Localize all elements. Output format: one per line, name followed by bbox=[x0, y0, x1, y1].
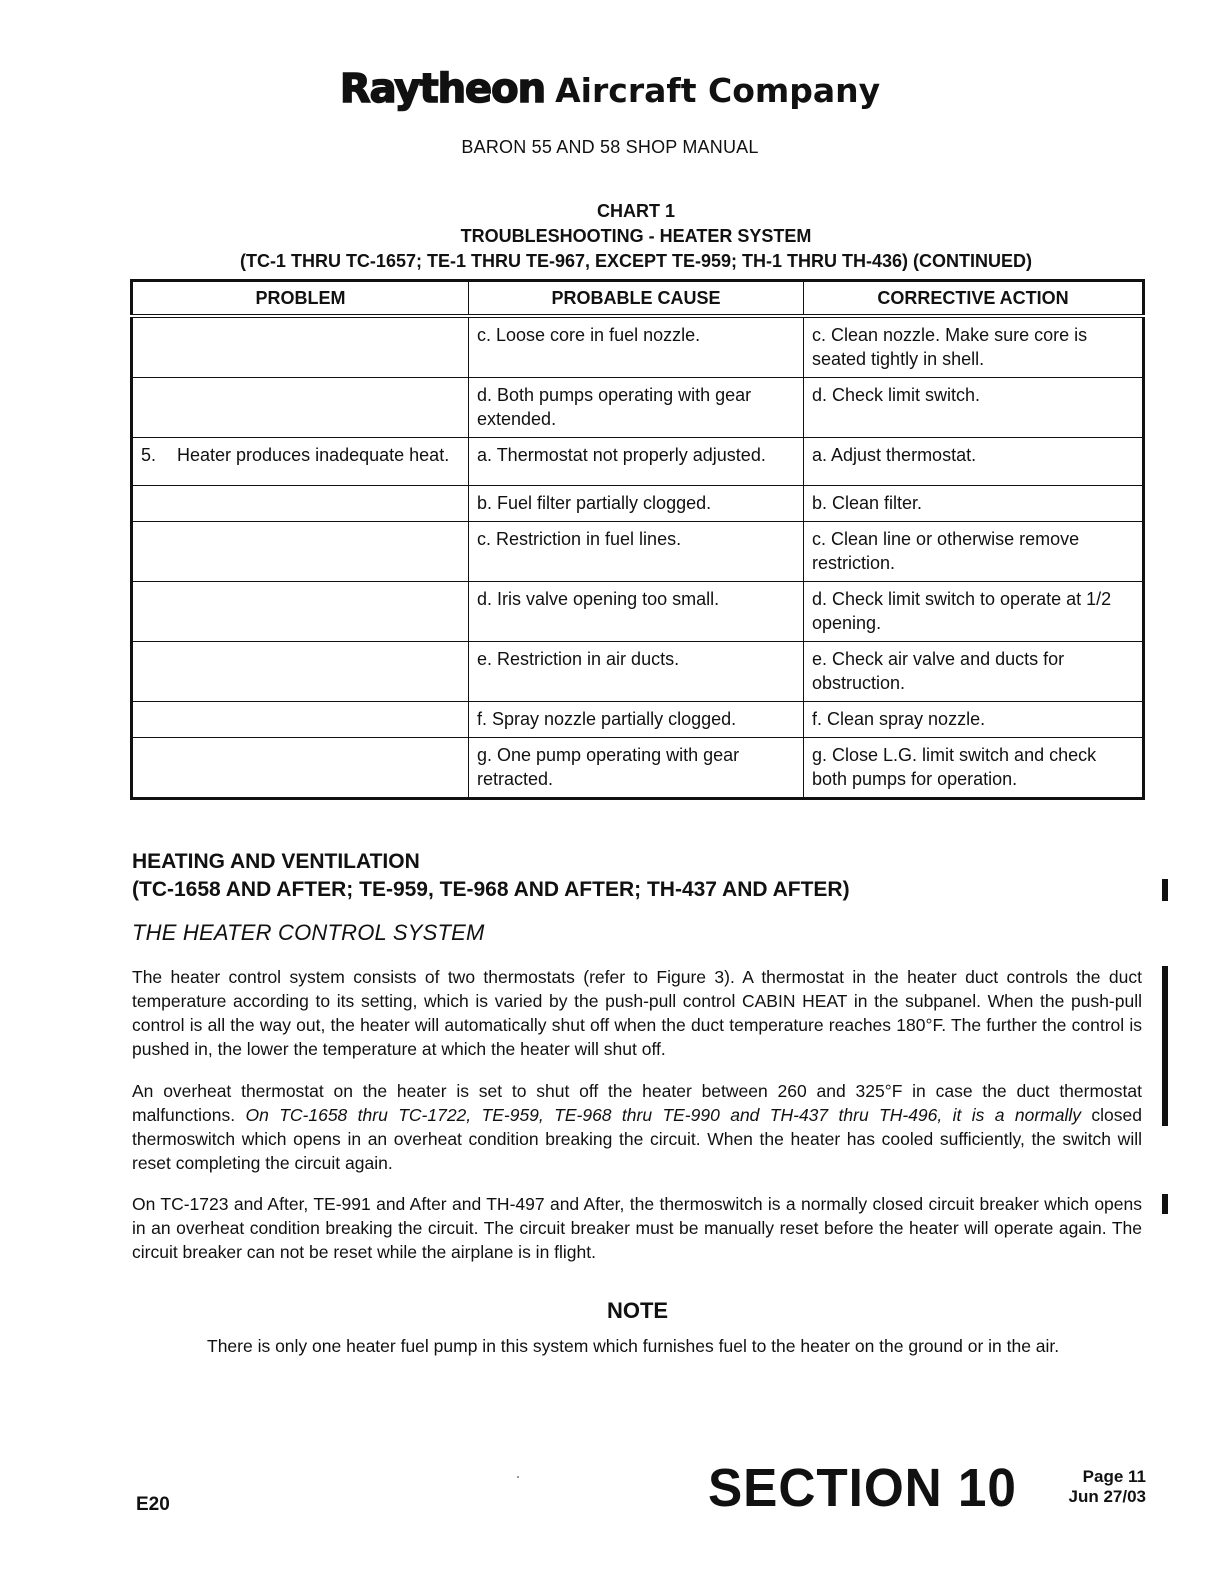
table-row bbox=[132, 486, 1144, 522]
action-cell: c. Clean line or otherwise remove restriction. bbox=[804, 522, 1144, 582]
table-row bbox=[132, 378, 1144, 438]
paragraph-text: An overheat thermostat on the heater is set to shut off the heater between 260 and 325°F in case the duct thermostat malfunctions. bbox=[132, 1081, 1142, 1125]
brand-name: Raytheon bbox=[339, 66, 546, 112]
brand-logo bbox=[340, 66, 880, 112]
problem-cell bbox=[132, 582, 469, 642]
cause-cell: c. Loose core in fuel nozzle. bbox=[469, 316, 804, 378]
footer-date: Jun 27/03 bbox=[1068, 1487, 1146, 1506]
action-cell: a. Adjust thermostat. bbox=[804, 438, 1144, 486]
page-header bbox=[0, 66, 1220, 112]
cause-cell: b. Fuel filter partially clogged. bbox=[469, 486, 804, 522]
subsection-heading: THE HEATER CONTROL SYSTEM bbox=[132, 920, 485, 945]
paragraph-italic-text: On TC-1658 thru TC-1722, TE-959, TE-968 thru TE-990 and TH-437 thru TH-496, it is a normally bbox=[245, 1105, 1082, 1125]
table-row bbox=[132, 642, 1144, 702]
table-row bbox=[132, 316, 1144, 378]
problem-cell bbox=[132, 642, 469, 702]
footer-code: E20 bbox=[136, 1494, 170, 1515]
column-header-action: CORRECTIVE ACTION bbox=[804, 281, 1144, 317]
action-cell: f. Clean spray nozzle. bbox=[804, 702, 1144, 738]
manual-title: BARON 55 AND 58 SHOP MANUAL bbox=[461, 137, 759, 157]
action-cell: b. Clean filter. bbox=[804, 486, 1144, 522]
chart-titles bbox=[130, 199, 1142, 274]
footer-section: SECTION 10 bbox=[708, 1458, 1017, 1518]
revision-bar bbox=[1162, 966, 1168, 1126]
paragraph-text: closed thermoswitch which opens in an overheat condition breaking the circuit. When the heater has cooled sufficiently, the switch will reset completing the circuit again. bbox=[132, 1105, 1142, 1173]
cause-cell: f. Spray nozzle partially clogged. bbox=[469, 702, 804, 738]
revision-bar bbox=[1162, 879, 1168, 901]
table-row bbox=[132, 522, 1144, 582]
brand-suffix: Aircraft Company bbox=[555, 71, 881, 110]
column-header-cause: PROBABLE CAUSE bbox=[469, 281, 804, 317]
table-row bbox=[132, 702, 1144, 738]
cause-cell: d. Both pumps operating with gear extended. bbox=[469, 378, 804, 438]
section-heading-line1: HEATING AND VENTILATION bbox=[132, 850, 420, 873]
action-cell: d. Check limit switch. bbox=[804, 378, 1144, 438]
column-header-problem: PROBLEM bbox=[132, 281, 469, 317]
revision-bar bbox=[1162, 1194, 1168, 1214]
action-cell: e. Check air valve and ducts for obstruction. bbox=[804, 642, 1144, 702]
problem-cell bbox=[132, 702, 469, 738]
footer-page-number: Page 11 bbox=[1082, 1467, 1146, 1486]
problem-cell bbox=[132, 378, 469, 438]
chart-title: CHART 1 bbox=[596, 201, 675, 221]
note-title: NOTE bbox=[606, 1298, 669, 1323]
action-cell: d. Check limit switch to operate at 1/2 opening. bbox=[804, 582, 1144, 642]
paragraph-circuit-breaker: On TC-1723 and After, TE-991 and After and TH-497 and After, the thermoswitch is a normally closed circuit breaker which opens in an overheat condition breaking the circuit. The circuit breaker must be manually reset before the heater will operate again. The circuit breaker can not be reset while the airplane is in flight. bbox=[132, 1194, 1142, 1262]
table-row bbox=[132, 738, 1144, 799]
table-row bbox=[132, 438, 1144, 486]
cause-cell: c. Restriction in fuel lines. bbox=[469, 522, 804, 582]
note-text: There is only one heater fuel pump in this system which furnishes fuel to the heater on the ground or in the air. bbox=[207, 1336, 1060, 1356]
table-header-row bbox=[132, 281, 1144, 317]
problem-cell bbox=[132, 486, 469, 522]
paragraph-overheat-thermostat bbox=[132, 1079, 1142, 1175]
problem-number: 5. bbox=[141, 445, 157, 465]
troubleshooting-table bbox=[130, 279, 1145, 800]
problem-cell bbox=[132, 316, 469, 378]
table-row bbox=[132, 582, 1144, 642]
action-cell: c. Clean nozzle. Make sure core is seated tightly in shell. bbox=[804, 316, 1144, 378]
cause-cell: g. One pump operating with gear retracted. bbox=[469, 738, 804, 799]
paragraph-heater-control: The heater control system consists of two thermostats (refer to Figure 3). A thermostat in the heater duct controls the duct temperature according to its setting, which is varied by the push-pull control CABIN HEAT in the subpanel. When the push-pull control is all the way out, the heater will automatically shut off when the duct temperature reaches 180°F. The further the control is pushed in, the lower the temperature at which the heater will shut off. bbox=[132, 967, 1142, 1059]
action-cell: g. Close L.G. limit switch and check both pumps for operation. bbox=[804, 738, 1144, 799]
cause-cell: d. Iris valve opening too small. bbox=[469, 582, 804, 642]
section-heading-line2: (TC-1658 AND AFTER; TE-959, TE-968 AND AFTER; TH-437 AND AFTER) bbox=[132, 878, 850, 901]
problem-cell bbox=[132, 438, 469, 486]
problem-cell bbox=[132, 738, 469, 799]
chart-applicability: (TC-1 THRU TC-1657; TE-1 THRU TE-967, EXCEPT TE-959; TH-1 THRU TH-436) (CONTINUED) bbox=[239, 251, 1033, 271]
cause-cell: a. Thermostat not properly adjusted. bbox=[469, 438, 804, 486]
problem-text: Heater produces inadequate heat. bbox=[177, 445, 450, 465]
chart-subtitle: TROUBLESHOOTING - HEATER SYSTEM bbox=[460, 226, 812, 246]
footer-page-info bbox=[1050, 1467, 1146, 1507]
cause-cell: e. Restriction in air ducts. bbox=[469, 642, 804, 702]
section-heading bbox=[132, 848, 1032, 904]
scan-speck bbox=[517, 1476, 519, 1478]
problem-cell bbox=[132, 522, 469, 582]
